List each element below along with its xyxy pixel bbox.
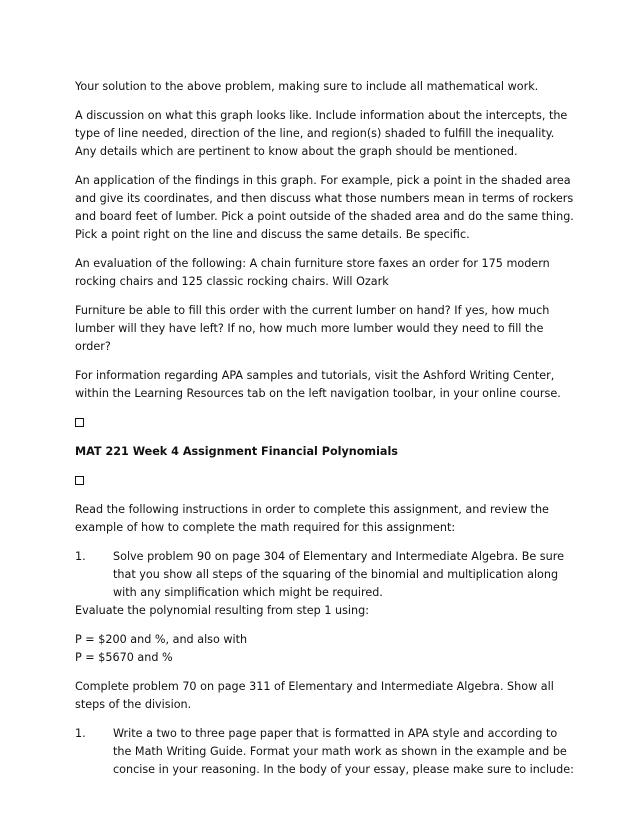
paragraph-evaluation: An evaluation of the following: A chain furniture store faxes an order for 175 modern rocking chairs and 125 classic rocking chairs. Will Ozark [75,257,550,288]
paragraph-evaluate: Evaluate the polynomial resulting from step 1 using: [75,604,369,617]
numbered-item [75,548,575,602]
paragraph-complete-70: Complete problem 70 on page 311 of Elementary and Intermediate Algebra. Show all steps of the division. [75,680,554,711]
item-number: 1. [75,550,86,563]
numbered-item [75,725,575,779]
formula-line-2: P = $5670 and % [75,651,173,664]
paragraph-application: An application of the findings in this graph. For example, pick a point in the shaded area and give its coordinates, and then discuss what those numbers mean in terms of rockers and board feet of lumber. Pick a point outside of the shaded area and do the same thing. Pick a point right on the line and discuss the same details. Be specific. [75,174,574,241]
formula-line-1: P = $200 and %, and also with [75,633,248,646]
paragraph-discussion: A discussion on what this graph looks like. Include information about the intercepts, the type of line needed, direction of the line, and region(s) shaded to fulfill the inequality. Any details which are pertinent to know about the graph should be mentioned. [75,109,568,158]
bullet-row [75,472,575,490]
paragraph-intro: Read the following instructions in order to complete this assignment, and review the example of how to complete the math required for this assignment: [75,503,549,534]
square-bullet-icon [75,418,84,427]
square-bullet-icon [75,476,84,485]
paragraph-furniture: Furniture be able to fill this order with the current lumber on hand? If yes, how much lumber will they have left? If no, how much more lumber would they need to fill the order? [75,304,550,353]
formula-lines [75,631,575,667]
paragraph-solution: Your solution to the above problem, making sure to include all mathematical work. [75,80,539,93]
item-text: Solve problem 90 on page 304 of Elementary and Intermediate Algebra. Be sure that you show all steps of the squaring of the binomial and multiplication along with any simplification which might be required. [113,550,564,599]
bullet-row [75,414,575,432]
assignment-heading: MAT 221 Week 4 Assignment Financial Polynomials [75,445,398,458]
item-number: 1. [75,727,86,740]
document-content [75,78,575,779]
paragraph-apa-info: For information regarding APA samples and tutorials, visit the Ashford Writing Center, within the Learning Resources tab on the left navigation toolbar, in your online course. [75,369,561,400]
item-text: Write a two to three page paper that is formatted in APA style and according to the Math Writing Guide. Format your math work as shown in the example and be concise in your reasoning. In the body of your essay, please make sure to include: [113,727,574,776]
